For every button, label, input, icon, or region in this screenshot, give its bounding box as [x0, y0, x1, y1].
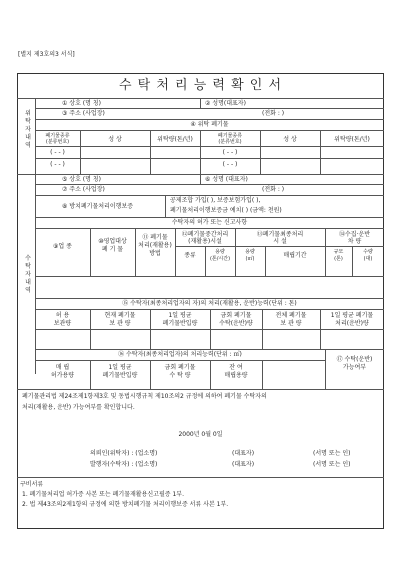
consigner-col-kind: 폐기물종류 (분류번호) — [45, 133, 70, 145]
col-business: ⑨업 종 — [53, 243, 72, 250]
col-target-waste: ⑩영업대상 폐 기 물 — [98, 238, 127, 253]
signer-trustee-rep: (대표자) — [232, 461, 255, 468]
signer-consigner-seal[interactable]: (서명 또는 인) — [313, 450, 351, 457]
trustee-mutual-2: 폐기물처리이행보증금 예치( ) (금액: 천원) — [170, 207, 282, 214]
landfill-possible: ⑰ 수탁(운반) 가능여부 — [336, 356, 373, 371]
issue-date: 2000년 0월 0일 — [178, 431, 223, 438]
consigner-tel: (전화 : ) — [262, 110, 285, 117]
col-period: 매립기간 — [283, 252, 307, 259]
consigner-col-amount-2: 위탁량(톤/년) — [334, 136, 370, 143]
ability-label: ⑮ 수탁자(최종처리업자의 자)의 처리(재활용, 운반)능력(단위 : 톤) — [122, 300, 297, 307]
consigner-col-amount: 위탁량(톤/년) — [157, 136, 193, 143]
trustee-tel: (전화 : ) — [262, 186, 285, 193]
trustee-rep-label: ⑥ 성명 (대표자) — [205, 176, 248, 183]
col-area: 용량 (㎥) — [245, 249, 255, 262]
col-scale: 규모 (톤) — [333, 249, 344, 262]
ability-col-6: 1일 평균 폐기물 처리(운반)량 — [330, 312, 374, 327]
form-title: 수 탁 처 리 능 력 확 인 서 — [118, 78, 283, 93]
trustee-address-label: ⑦ 주소 (사업장) — [62, 186, 105, 193]
trustee-facility-label: 수탁자의 허가 또는 신고사항 — [171, 219, 248, 226]
form-number: [별지 제3호의3 서식] — [18, 51, 75, 58]
ability-col-1: 허 용 보관량 — [53, 312, 72, 327]
landfill-col-3: 금회 폐기물 수 탁 량 — [164, 364, 196, 379]
trustee-mutual-1: 공제조합 가입( ), 보증보험가입( ), — [170, 197, 261, 204]
col-capacity: 용량 (톤/시간) — [209, 249, 231, 262]
ability-col-3: 1일 평균 폐기물반입량 — [162, 312, 198, 327]
landfill-col-1: 매 립 허가용량 — [50, 364, 75, 379]
consigner-code-4: ( - - ) — [222, 161, 238, 168]
consigner-address-label: ③ 주소 (사업장) — [62, 110, 105, 117]
col-vehicle: ⑭수집·운반 차 량 — [338, 231, 371, 245]
ability-col-2: 현재 폐기물 보 관 량 — [104, 312, 136, 327]
signer-trustee-seal[interactable]: (서명 또는 인) — [313, 461, 351, 468]
landfill-label: ⑯ 수탁자(최종처리업자)의 처리능력(단위 : ㎥) — [118, 351, 242, 358]
consigner-code-1: ( - - ) — [50, 149, 65, 156]
col-count: 수량 (대) — [363, 249, 373, 262]
statement-line-2: 처리(재활용, 운반) 가능여부를 확인합니다. — [22, 404, 135, 411]
trustee-name-label: ⑤ 상호 (명 칭) — [62, 176, 101, 183]
signer-trustee: 발행자(수탁자) : (업소명) — [90, 461, 158, 468]
consigner-code-3: ( - - ) — [222, 149, 238, 156]
landfill-col-2: 1일 평균 폐기물반입량 — [102, 364, 138, 379]
ability-col-4: 금회 폐기물 수탁(운반)량 — [219, 312, 253, 327]
consigner-col-nature: 성 상 — [108, 136, 122, 143]
trustee-side-label: 수탁자내역 — [25, 255, 31, 294]
signer-consigner-rep: (대표자) — [232, 450, 255, 457]
ability-col-5: 전체 폐기물 보 관 량 — [275, 312, 307, 327]
statement-line-1: 폐기물관리법 제24조제1항제3호 및 동법시행규칙 제10조의2 규정에 의하여 폐기물 수탁자의 — [22, 393, 267, 400]
attachments-title: 구비서류 — [20, 481, 44, 488]
attachment-1: 1. 폐기물처리업 허가증 사본 또는 폐기물재활용신고필증 1부. — [22, 491, 184, 498]
attachment-2: 2. 법 제43조의2제1항의 규정에 의한 방치폐기물 처리이행보증 서류 사본 1부. — [22, 501, 229, 508]
col-final-facility: ⑬폐기물최종처리 시 설 — [256, 231, 304, 245]
consigner-waste-label: ④ 위탁 폐기물 — [190, 121, 229, 128]
consigner-col-nature-2: 성 상 — [283, 136, 297, 143]
consigner-rep-label: ② 성명(대표자) — [205, 100, 246, 107]
consigner-side-label: 위탁자내역 — [25, 110, 31, 149]
consigner-name-label: ① 상호 (명 칭) — [62, 100, 101, 107]
landfill-col-4: 잔 여 매립용량 — [224, 364, 248, 379]
col-mid-facility: ⑫폐기물중간처리 (재활용)시설 — [181, 231, 229, 245]
col-kind: 종류 — [184, 252, 196, 259]
col-method: ⑪ 폐기물 처리(재활용) 방법 — [138, 234, 172, 257]
trustee-permit-label: ⑧ 방치폐기물처리이행보증 — [62, 203, 134, 210]
consigner-code-2: ( - - ) — [50, 161, 65, 168]
signer-consigner: 의뢰인(위탁자) : (업소명) — [90, 450, 158, 457]
consigner-col-kind-2: 폐기물종류 (분류번호) — [217, 133, 243, 145]
